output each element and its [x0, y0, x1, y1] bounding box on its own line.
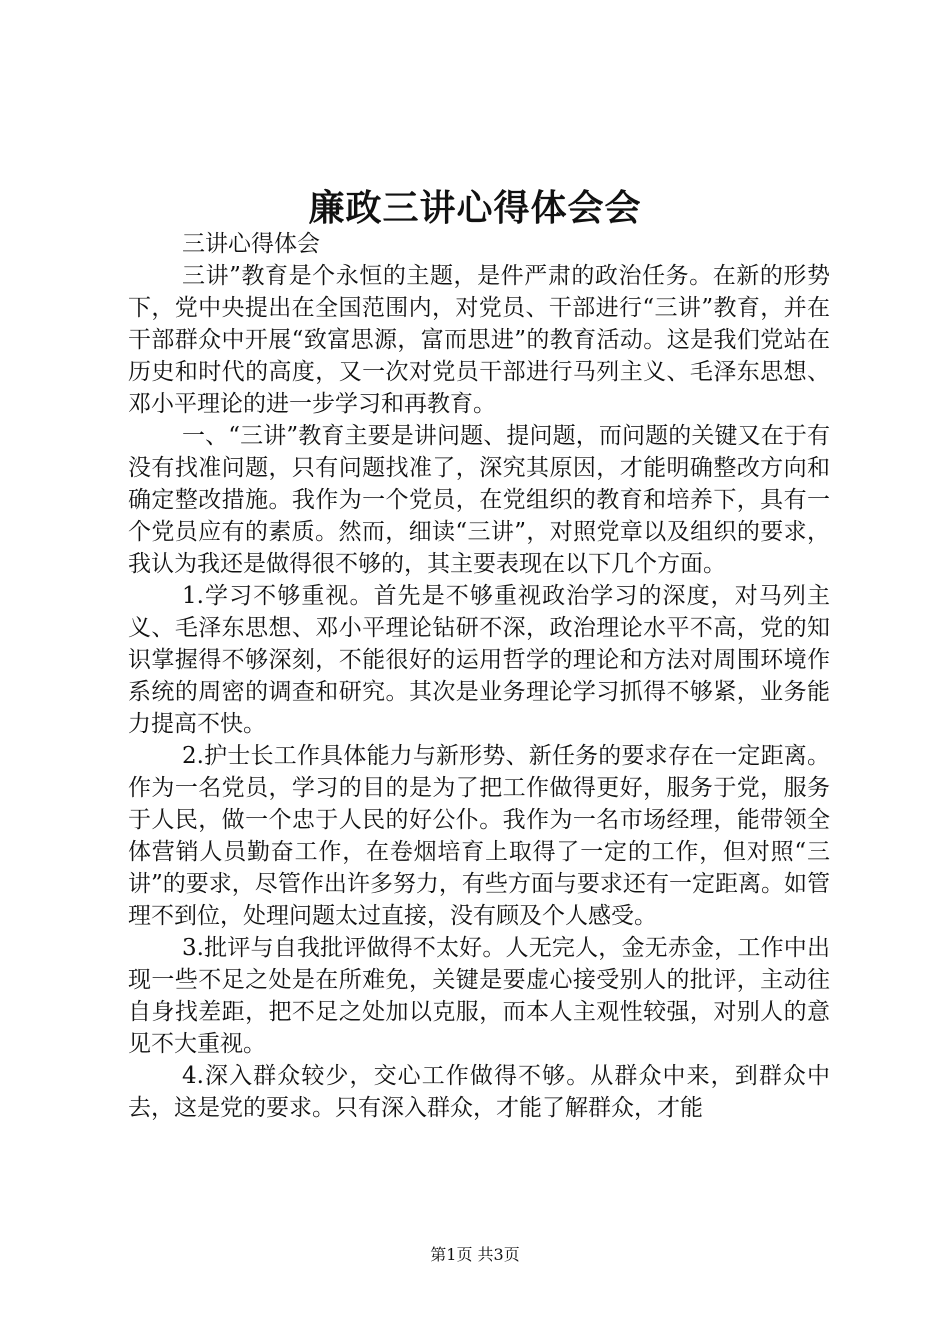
- section-one-paragraph: 一、“三讲”教育主要是讲问题、提问题，而问题的关键又在于有没有找准问题，只有问题找准了，深究其原因，才能明确整改方向和确定整改措施。我作为一个党员，在党组织的教育和培养下，具有一个党员应有的素质。然而，细读“三讲”，对照党章以及组织的要求，我认为我还是做得很不够的，其主要表现在以下几个方面。: [128, 423, 830, 577]
- subtitle-paragraph: 三讲心得体会: [182, 231, 320, 257]
- point-4-paragraph: 4.深入群众较少，交心工作做得不够。从群众中来，到群众中去，这是党的要求。只有深入群众，才能了解群众，才能: [128, 1063, 830, 1121]
- page-footer: 第1页 共3页: [430, 1245, 520, 1264]
- point-3-paragraph: 3.批评与自我批评做得不太好。人无完人，金无赤金，工作中出现一些不足之处是在所难免，关键是要虚心接受别人的批评，主动往自身找差距，把不足之处加以克服，而本人主观性较强，对别人的意见不大重视。: [128, 935, 830, 1057]
- document-body: [128, 228, 830, 1124]
- intro-paragraph: 三讲”教育是个永恒的主题，是件严肃的政治任务。在新的形势下，党中央提出在全国范围内，对党员、干部进行“三讲”教育，并在干部群众中开展“致富思源，富而思进”的教育活动。这是我们党站在历史和时代的高度，又一次对党员干部进行马列主义、毛泽东思想、邓小平理论的进一步学习和再教育。: [128, 263, 830, 417]
- point-2-paragraph: 2.护士长工作具体能力与新形势、新任务的要求存在一定距离。作为一名党员，学习的目的是为了把工作做得更好，服务于党，服务于人民，做一个忠于人民的好公仆。我作为一名市场经理，能带领全体营销人员勤奋工作，在卷烟培育上取得了一定的工作，但对照“三讲”的要求，尽管作出许多努力，有些方面与要求还有一定距离。如管理不到位，处理问题太过直接，没有顾及个人感受。: [128, 743, 830, 929]
- document-title: 廉政三讲心得体会会: [308, 187, 642, 229]
- point-1-paragraph: 1.学习不够重视。首先是不够重视政治学习的深度，对马列主义、毛泽东思想、邓小平理论钻研不深，政治理论水平不高，党的知识掌握得不够深刻，不能很好的运用哲学的理论和方法对周围环境作系统的周密的调查和研究。其次是业务理论学习抓得不够紧，业务能力提高不快。: [128, 583, 830, 737]
